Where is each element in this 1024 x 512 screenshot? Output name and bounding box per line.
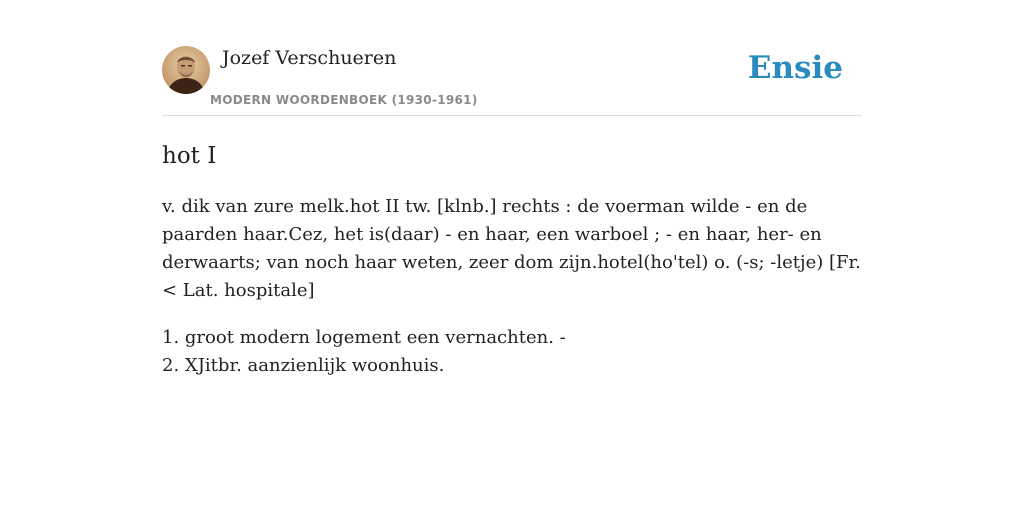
page	[162, 0, 862, 380]
entry-title: hot I	[162, 143, 217, 169]
definition-list	[162, 324, 862, 380]
entry-definition: v. dik van zure melk.hot II tw. [klnb.] rechts : de voerman wilde - en de paarden haar.Cez, het is(daar) - en haar, een warboel ; - en haar, her- en derwaarts; van noch haar weten, zeer dom zijn.hotel(ho'tel) o. (-s; -letje) [Fr. < Lat. hospitale]	[162, 196, 861, 301]
site-logo[interactable]: Ensie	[747, 50, 843, 86]
list-item: 2. XJitbr. aanzienlijk woonhuis.	[162, 355, 445, 376]
source-title[interactable]: MODERN WOORDENBOEK (1930-1961)	[210, 93, 478, 107]
author-portrait-icon	[162, 46, 210, 94]
author-avatar[interactable]	[162, 46, 210, 94]
list-item: 1. groot modern logement een vernachten. -	[162, 327, 566, 348]
header	[162, 0, 862, 116]
author-name[interactable]: Jozef Verschueren	[222, 47, 397, 69]
